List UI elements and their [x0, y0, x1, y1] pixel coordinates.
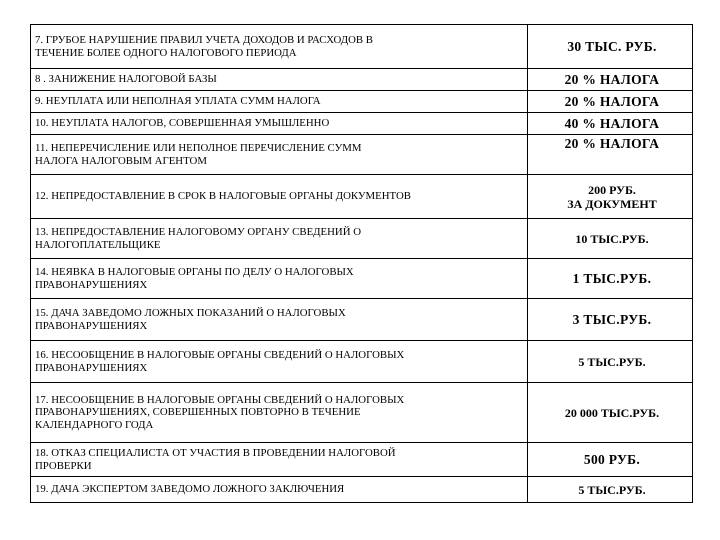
- penalty-cell: 1 ТЫС.РУБ.: [528, 259, 693, 299]
- penalty-cell: 20 % НАЛОГА: [528, 135, 693, 175]
- penalty-cell: 40 % НАЛОГА: [528, 113, 693, 135]
- penalty-cell: 5 ТЫС.РУБ.: [528, 341, 693, 383]
- table-row: [31, 25, 693, 69]
- violation-cell: 13. НЕПРЕДОСТАВЛЕНИЕ НАЛОГОВОМУ ОРГАНУ СВЕДЕНИЙ О НАЛОГОПЛАТЕЛЬЩИКЕ: [31, 219, 528, 259]
- violation-cell: 17. НЕСООБЩЕНИЕ В НАЛОГОВЫЕ ОРГАНЫ СВЕДЕНИЙ О НАЛОГОВЫХ ПРАВОНАРУШЕНИЯХ, СОВЕРШЕННЫХ ПОВТОРНО В ТЕЧЕНИЕ КАЛЕНДАРНОГО ГОДА: [31, 383, 528, 443]
- table-row: [31, 69, 693, 91]
- table-row: [31, 341, 693, 383]
- penalty-cell: 20 % НАЛОГА: [528, 91, 693, 113]
- table-row: [31, 443, 693, 477]
- violation-cell: 16. НЕСООБЩЕНИЕ В НАЛОГОВЫЕ ОРГАНЫ СВЕДЕНИЙ О НАЛОГОВЫХ ПРАВОНАРУШЕНИЯХ: [31, 341, 528, 383]
- violation-cell: 8 . ЗАНИЖЕНИЕ НАЛОГОВОЙ БАЗЫ: [31, 69, 528, 91]
- table-row: [31, 91, 693, 113]
- violation-cell: 11. НЕПЕРЕЧИСЛЕНИЕ ИЛИ НЕПОЛНОЕ ПЕРЕЧИСЛЕНИЕ СУММ НАЛОГА НАЛОГОВЫМ АГЕНТОМ: [31, 135, 528, 175]
- table-row: [31, 113, 693, 135]
- penalty-cell: 3 ТЫС.РУБ.: [528, 299, 693, 341]
- penalty-cell: 20 % НАЛОГА: [528, 69, 693, 91]
- violation-cell: 7. ГРУБОЕ НАРУШЕНИЕ ПРАВИЛ УЧЕТА ДОХОДОВ И РАСХОДОВ В ТЕЧЕНИЕ БОЛЕЕ ОДНОГО НАЛОГОВОГО ПЕРИОДА: [31, 25, 528, 69]
- penalty-cell: 5 ТЫС.РУБ.: [528, 477, 693, 503]
- violation-cell: 10. НЕУПЛАТА НАЛОГОВ, СОВЕРШЕННАЯ УМЫШЛЕННО: [31, 113, 528, 135]
- violation-cell: 18. ОТКАЗ СПЕЦИАЛИСТА ОТ УЧАСТИЯ В ПРОВЕДЕНИИ НАЛОГОВОЙ ПРОВЕРКИ: [31, 443, 528, 477]
- table-row: [31, 135, 693, 175]
- table-row: [31, 219, 693, 259]
- penalty-cell: 500 РУБ.: [528, 443, 693, 477]
- penalty-cell: 10 ТЫС.РУБ.: [528, 219, 693, 259]
- violation-cell: 9. НЕУПЛАТА ИЛИ НЕПОЛНАЯ УПЛАТА СУММ НАЛОГА: [31, 91, 528, 113]
- table-row: [31, 175, 693, 219]
- violation-cell: 19. ДАЧА ЭКСПЕРТОМ ЗАВЕДОМО ЛОЖНОГО ЗАКЛЮЧЕНИЯ: [31, 477, 528, 503]
- violation-cell: 14. НЕЯВКА В НАЛОГОВЫЕ ОРГАНЫ ПО ДЕЛУ О НАЛОГОВЫХ ПРАВОНАРУШЕНИЯХ: [31, 259, 528, 299]
- penalty-cell: 20 000 ТЫС.РУБ.: [528, 383, 693, 443]
- table-row: [31, 259, 693, 299]
- penalties-table: [30, 24, 693, 503]
- penalty-cell: 200 РУБ. ЗА ДОКУМЕНТ: [528, 175, 693, 219]
- violation-cell: 15. ДАЧА ЗАВЕДОМО ЛОЖНЫХ ПОКАЗАНИЙ О НАЛОГОВЫХ ПРАВОНАРУШЕНИЯХ: [31, 299, 528, 341]
- table-row: [31, 383, 693, 443]
- penalty-cell: 30 ТЫС. РУБ.: [528, 25, 693, 69]
- table-row: [31, 477, 693, 503]
- violation-cell: 12. НЕПРЕДОСТАВЛЕНИЕ В СРОК В НАЛОГОВЫЕ ОРГАНЫ ДОКУМЕНТОВ: [31, 175, 528, 219]
- table-row: [31, 299, 693, 341]
